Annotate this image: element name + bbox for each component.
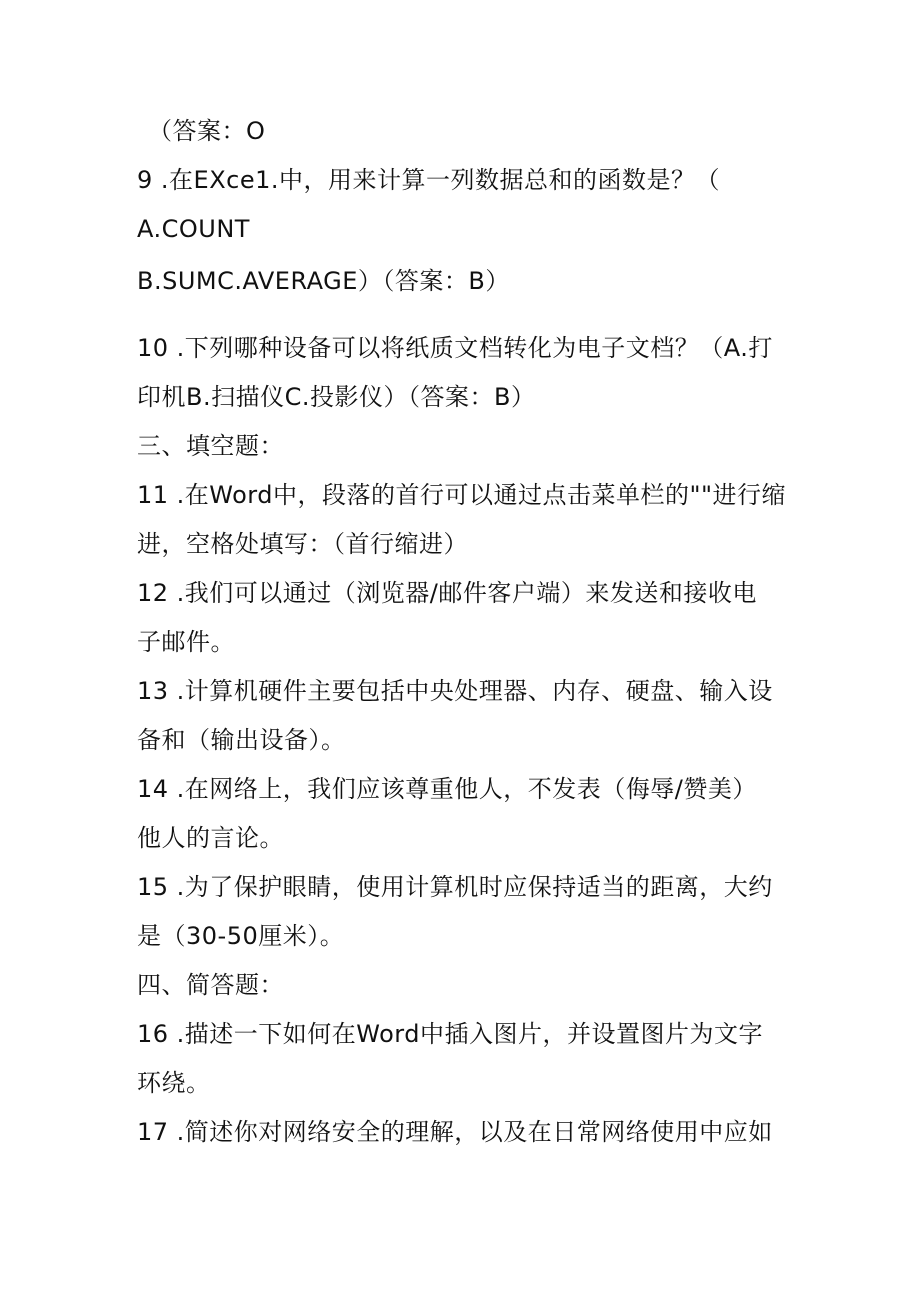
question-9-option-bc: B.SUMC.AVERAGE）（答案：B） [137,267,510,295]
question-14-line-2: 他人的言论。 [137,824,284,852]
question-9-line-1: 9 .在EXce1.中，用来计算一列数据总和的函数是？（ [137,166,720,194]
question-16-line-2: 环绕。 [137,1069,211,1097]
question-12-line-1: 12 .我们可以通过（浏览器/邮件客户端）来发送和接收电 [137,579,757,607]
section-heading-short-answer: 四、简答题： [137,971,284,999]
question-16-line-1: 16 .描述一下如何在Word中插入图片，并设置图片为文字 [137,1020,763,1048]
question-17-line-1: 17 .简述你对网络安全的理解，以及在日常网络使用中应如 [137,1118,773,1146]
question-11-line-1: 11 .在Word中，段落的首行可以通过点击菜单栏的""进行缩 [137,481,787,509]
question-10-line-1: 10 .下列哪种设备可以将纸质文档转化为电子文档？（A.打 [137,334,773,362]
question-10-line-2: 印机B.扫描仪C.投影仪）（答案：B） [137,383,536,411]
question-14-line-1: 14 .在网络上，我们应该尊重他人，不发表（侮辱/赞美） [137,775,757,803]
question-9-option-a: A.COUNT [137,215,250,243]
question-11-line-2: 进，空格处填写：（首行缩进） [137,530,468,558]
question-13-line-2: 备和（输出设备）。 [137,726,346,754]
question-12-line-2: 子邮件。 [137,628,235,656]
question-13-line-1: 13 .计算机硬件主要包括中央处理器、内存、硬盘、输入设 [137,677,773,705]
question-15-line-1: 15 .为了保护眼睛，使用计算机时应保持适当的距离，大约 [137,873,773,901]
answer-line-8: （答案：O [148,117,266,145]
question-15-line-2: 是（30-50厘米）。 [137,922,345,950]
section-heading-fill-in: 三、填空题： [137,432,284,460]
